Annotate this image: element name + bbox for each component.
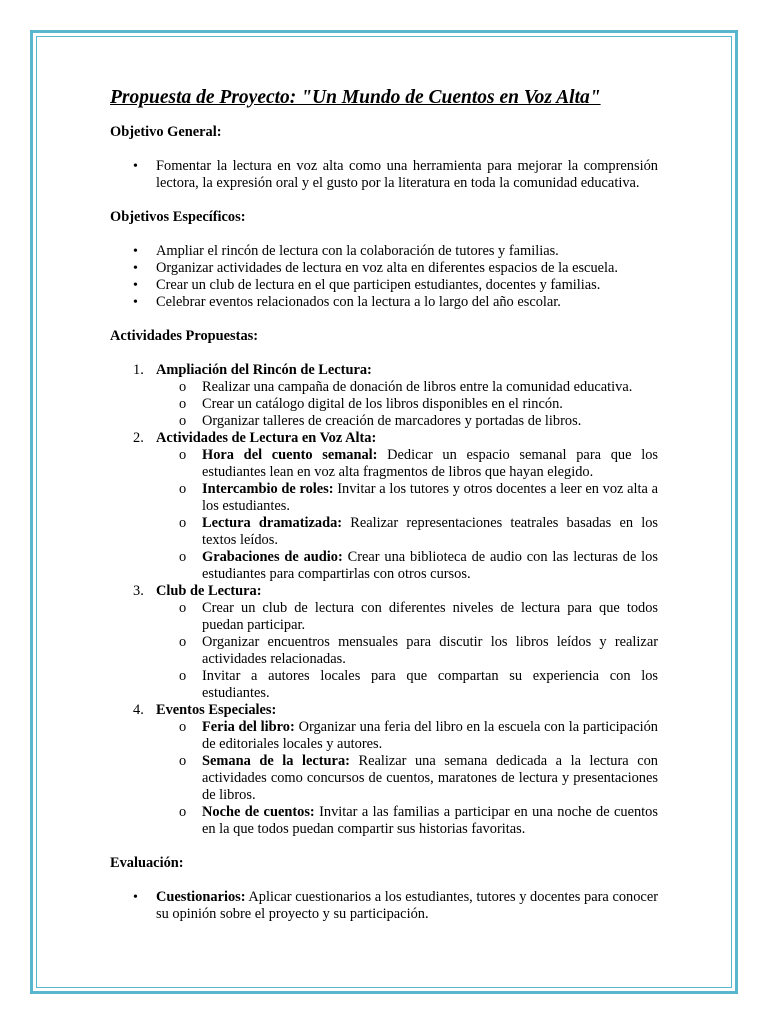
list-number: 3. [133, 583, 144, 599]
bullet-icon: • [133, 261, 138, 276]
activity-item [110, 362, 658, 430]
sub-bullet-icon: o [179, 634, 187, 650]
sub-item: o Lectura dramatizada: Realizar representaciones teatrales basadas en los textos leídos. [179, 515, 658, 548]
sub-item: o Intercambio de roles: Invitar a los tutores y otros docentes a leer en voz alta a los estudiantes. [179, 481, 658, 514]
sub-item: o Realizar una campaña de donación de libros entre la comunidad educativa. [179, 379, 633, 395]
bullet-icon: • [133, 295, 138, 310]
sub-bullet-icon: o [179, 668, 187, 684]
activity-title: Eventos Especiales: [156, 702, 277, 718]
bullet-icon: • [133, 890, 138, 905]
list-item-text: Crear un club de lectura en el que participen estudiantes, docentes y familias. [156, 277, 601, 293]
sub-bullet-icon: o [179, 481, 187, 497]
list-item-text: Ampliar el rincón de lectura con la colaboración de tutores y familias. [156, 243, 559, 259]
section-actividades [110, 328, 658, 838]
list-number: 1. [133, 362, 144, 378]
sub-item: o Hora del cuento semanal: Dedicar un espacio semanal para que los estudiantes lean en voz alta fragmentos de libros que hayan elegido. [179, 447, 658, 480]
section-heading: Evaluación: [110, 855, 184, 871]
section-heading: Objetivos Específicos: [110, 209, 246, 225]
list-item [110, 260, 658, 277]
bullet-list [110, 243, 658, 311]
sub-list [156, 379, 658, 430]
sub-bullet-icon: o [179, 413, 187, 429]
activity-title: Ampliación del Rincón de Lectura: [156, 362, 372, 378]
sub-item: o Invitar a autores locales para que compartan su experiencia con los estudiantes. [179, 668, 658, 701]
section-heading: Objetivo General: [110, 124, 222, 140]
document-title: Propuesta de Proyecto: "Un Mundo de Cuentos en Voz Alta" [110, 87, 601, 108]
section-objetivo-general [110, 124, 658, 192]
sub-item: o Feria del libro: Organizar una feria del libro en la escuela con la participación de editoriales locales y autores. [179, 719, 658, 752]
activity-item [110, 702, 658, 838]
list-number: 2. [133, 430, 144, 446]
list-item-text: Organizar actividades de lectura en voz alta en diferentes espacios de la escuela. [156, 260, 619, 276]
activity-item [110, 430, 658, 583]
document-body [110, 86, 658, 923]
sub-bullet-icon: o [179, 719, 187, 735]
sub-item: o Crear un catálogo digital de los libros disponibles en el rincón. [179, 396, 563, 412]
activity-title: Actividades de Lectura en Voz Alta: [156, 430, 377, 446]
sub-list [156, 447, 658, 583]
sub-bullet-icon: o [179, 447, 187, 463]
sub-bullet-icon: o [179, 549, 187, 565]
sub-item: o Semana de la lectura: Realizar una semana dedicada a la lectura con actividades como concursos de cuentos, maratones de lectura y presentaciones de libros. [179, 753, 658, 803]
bullet-list [110, 889, 658, 923]
sub-item: o Crear un club de lectura con diferentes niveles de lectura para que todos puedan participar. [179, 600, 658, 633]
list-item [110, 243, 658, 260]
sub-bullet-icon: o [179, 804, 187, 820]
bullet-icon: • [133, 244, 138, 259]
sub-bullet-icon: o [179, 600, 187, 616]
list-item-text: Aplicar cuestionarios a los estudiantes, tutores y docentes para conocer su opinión sobre el proyecto y su participación. [156, 889, 658, 922]
list-item-label: Cuestionarios: [156, 889, 246, 905]
bullet-icon: • [133, 278, 138, 293]
numbered-list [110, 362, 658, 838]
section-evaluacion [110, 855, 658, 923]
list-item [110, 889, 658, 923]
list-item [110, 277, 658, 294]
activity-item [110, 583, 658, 702]
sub-list [156, 600, 658, 702]
sub-item: o Organizar talleres de creación de marcadores y portadas de libros. [179, 413, 582, 429]
list-item-text: Fomentar la lectura en voz alta como una herramienta para mejorar la comprensión lectora, la expresión oral y el gusto por la literatura en toda la comunidad educativa. [156, 158, 658, 191]
sub-bullet-icon: o [179, 515, 187, 531]
sub-bullet-icon: o [179, 379, 187, 395]
list-item [110, 158, 658, 192]
bullet-icon: • [133, 159, 138, 174]
list-item-text: Celebrar eventos relacionados con la lectura a lo largo del año escolar. [156, 294, 561, 310]
sub-bullet-icon: o [179, 396, 187, 412]
sub-item: o Noche de cuentos: Invitar a las familias a participar en una noche de cuentos en la que todos puedan compartir sus historias favoritas. [179, 804, 658, 837]
sub-list [156, 719, 658, 838]
list-number: 4. [133, 702, 144, 718]
bullet-list [110, 158, 658, 192]
sub-bullet-icon: o [179, 753, 187, 769]
list-item [110, 294, 658, 311]
sub-item: o Organizar encuentros mensuales para discutir los libros leídos y realizar actividades relacionadas. [179, 634, 658, 667]
sub-item: o Grabaciones de audio: Crear una biblioteca de audio con las lecturas de los estudiantes para compartirlas con otros cursos. [179, 549, 658, 582]
section-heading: Actividades Propuestas: [110, 328, 259, 344]
section-objetivos-especificos [110, 209, 658, 311]
activity-title: Club de Lectura: [156, 583, 262, 599]
